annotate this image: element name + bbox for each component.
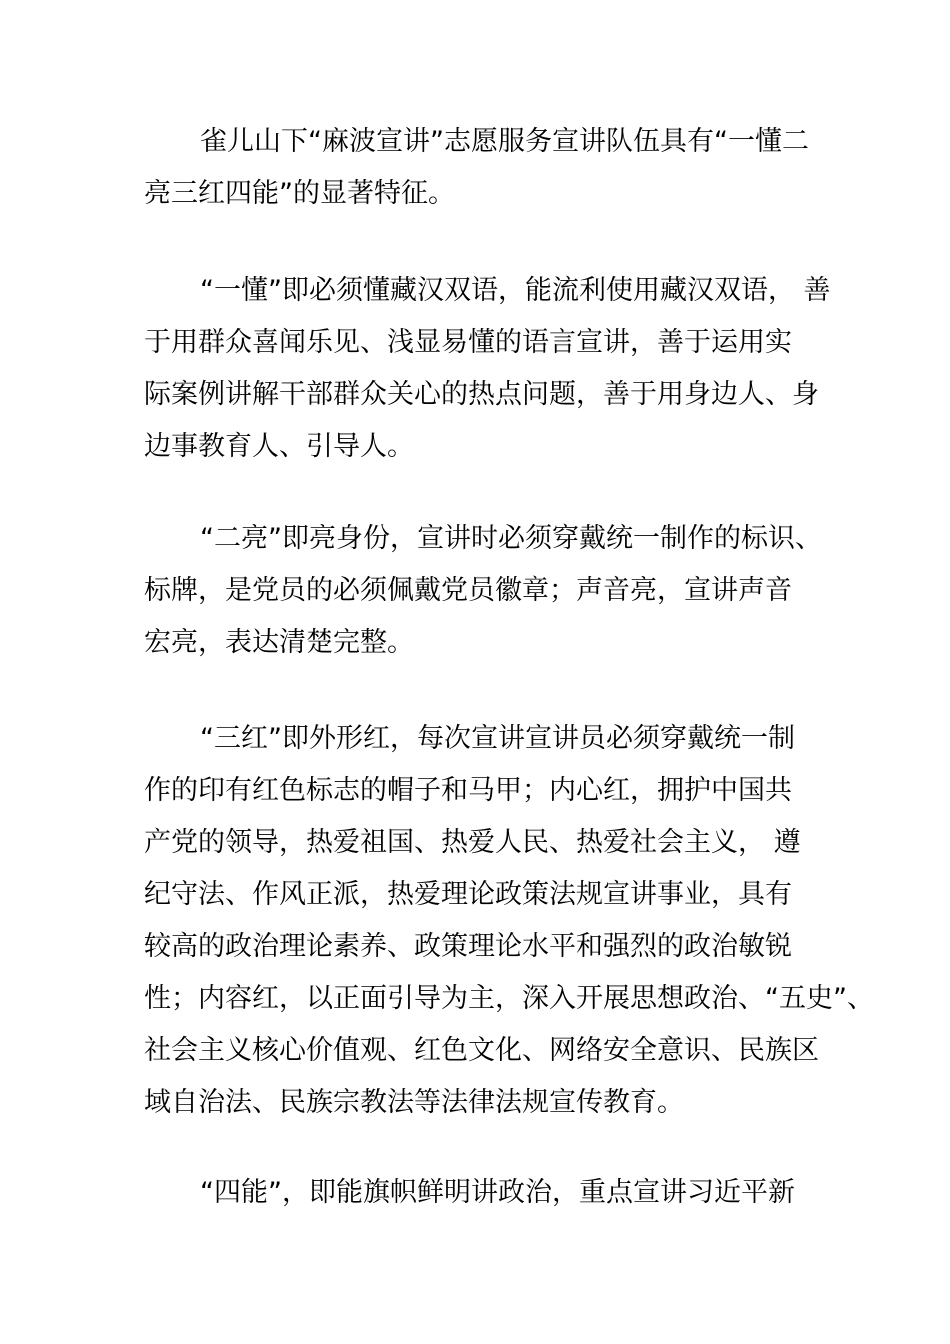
text-line: “三红”即外形红，每次宣讲宣讲员必须穿戴统一制: [200, 723, 795, 754]
text-line: 产党的领导，热爱祖国、热爱人民、热爱社会主义， 遵: [144, 827, 801, 858]
text-line: 纪守法、作风正派，热爱理论政策法规宣讲事业，具有: [144, 879, 792, 910]
paragraph-san-hong: [144, 713, 874, 1129]
text-line: “二亮”即亮身份，宣讲时必须穿戴统一制作的标识、: [200, 523, 822, 554]
text-line: 于用群众喜闻乐见、浅显易懂的语言宣讲，善于运用实: [144, 327, 792, 358]
text-line: 际案例讲解干部群众关心的热点问题，善于用身边人、身: [144, 379, 819, 410]
paragraph-yi-dong: [144, 265, 831, 473]
text-line: 亮三红四能”的显著特征。: [144, 178, 455, 209]
text-line: 社会主义核心价值观、红色文化、网络安全意识、民族区: [144, 1035, 819, 1066]
text-line: 性；内容红，以正面引导为主，深入开展思想政治、“五史”、: [144, 983, 874, 1014]
text-line: 宏亮，表达清楚完整。: [144, 627, 414, 658]
text-line: “四能”，即能旗帜鲜明讲政治，重点宣讲习近平新: [200, 1177, 795, 1208]
text-line: 域自治法、民族宗教法等法律法规宣传教育。: [144, 1087, 684, 1118]
text-line: 较高的政治理论素养、政策理论水平和强烈的政治敏锐: [144, 931, 792, 962]
text-line: 作的印有红色标志的帽子和马甲；内心红，拥护中国共: [144, 775, 792, 806]
text-line: 标牌，是党员的必须佩戴党员徽章；声音亮，宣讲声音: [144, 575, 792, 606]
paragraph-si-neng: [144, 1167, 816, 1219]
paragraph-er-liang: [144, 513, 822, 669]
text-line: 边事教育人、引导人。: [144, 431, 414, 462]
text-line: “一懂”即必须懂藏汉双语，能流利使用藏汉双语， 善: [200, 275, 831, 306]
text-line: 雀儿山下“麻波宣讲”志愿服务宣讲队伍具有“一懂二: [200, 126, 809, 157]
paragraph-intro: [144, 116, 816, 220]
